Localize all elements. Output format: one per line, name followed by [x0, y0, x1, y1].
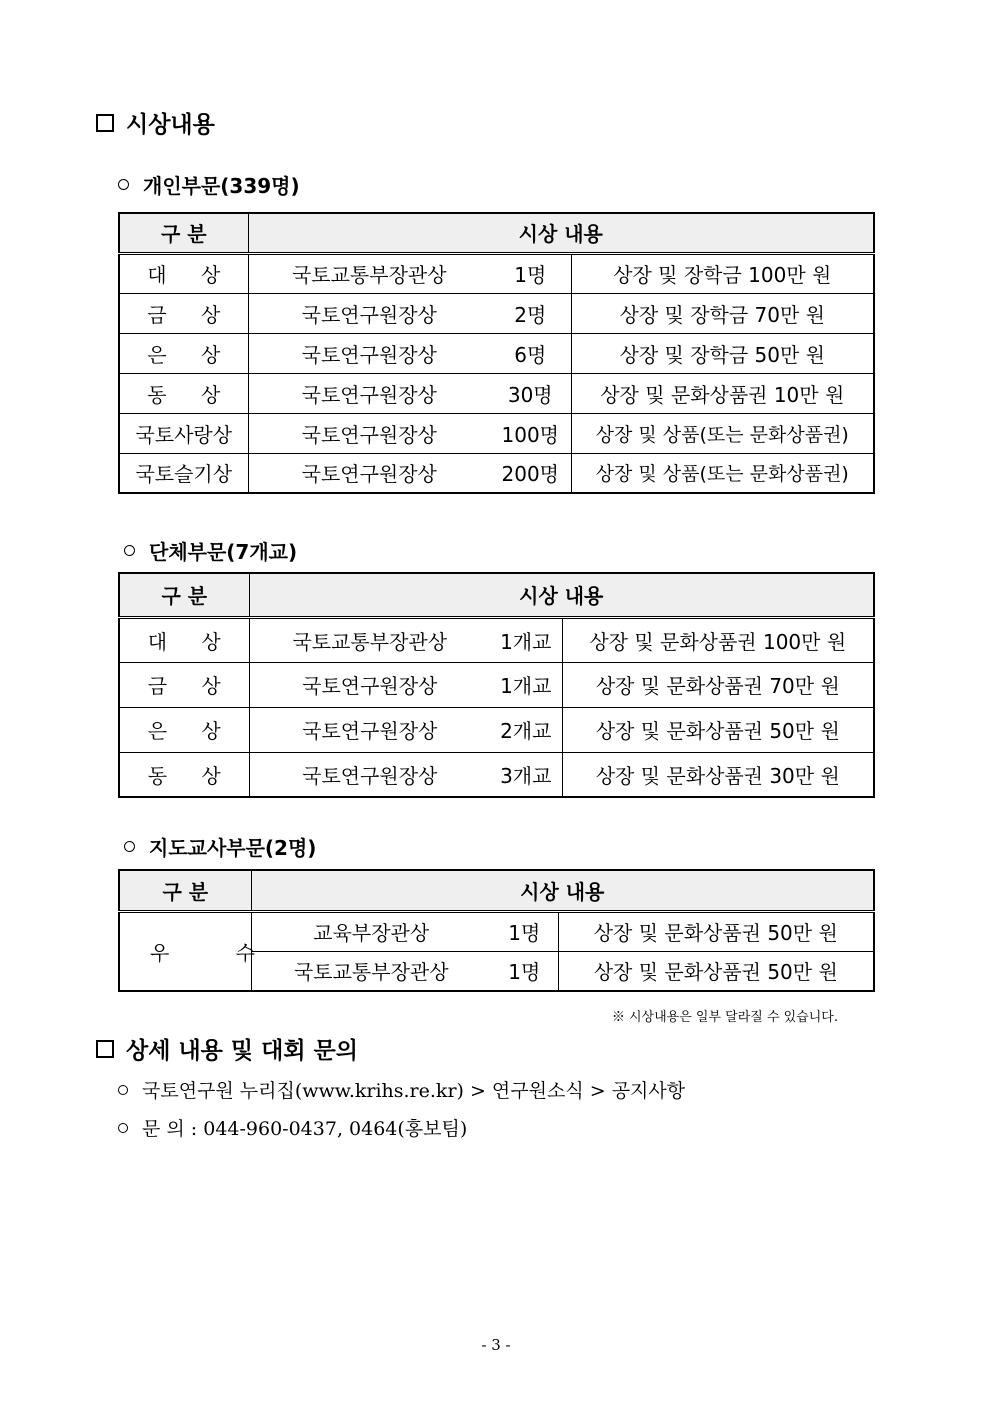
- award-count: 100명: [490, 413, 571, 453]
- award-prize: 상장 및 문화상품권 50만 원: [558, 911, 874, 951]
- contact-info: 문 의 : 044-960-0437, 0464(홍보팀): [142, 1118, 468, 1140]
- checkbox-square-icon: [96, 1040, 114, 1058]
- section-title: 시상내용: [126, 112, 215, 138]
- award-giver: 교육부장관상: [251, 911, 491, 951]
- header-content: 시상 내용: [248, 213, 874, 253]
- table-row: [119, 413, 874, 453]
- award-prize: 상장 및 문화상품권 70만 원: [562, 662, 874, 707]
- website-info: 국토연구원 누리집(www.krihs.re.kr) > 연구원소식 > 공지사항: [142, 1080, 686, 1102]
- table-row: [119, 293, 874, 333]
- award-giver: 국토연구원장상: [249, 662, 490, 707]
- award-name: 은 상: [119, 333, 248, 373]
- award-name: 금 상: [119, 662, 249, 707]
- page-number: - 3 -: [481, 1336, 511, 1354]
- award-prize: 상장 및 문화상품권 10만 원: [571, 373, 874, 413]
- table-row: [119, 333, 874, 373]
- section-heading-contact: [96, 1032, 358, 1065]
- table-row: [119, 453, 874, 493]
- award-giver: 국토교통부장관상: [251, 951, 491, 991]
- award-count: 6명: [490, 333, 571, 373]
- award-name: 금 상: [119, 293, 248, 333]
- footnote: ※ 시상내용은 일부 달라질 수 있습니다.: [611, 1010, 838, 1025]
- group-awards-table: [118, 572, 875, 798]
- award-prize: 상장 및 문화상품권 30만 원: [562, 752, 874, 797]
- award-count: 1명: [490, 253, 571, 293]
- table-header-row: [119, 573, 874, 617]
- award-giver: 국토연구원장상: [248, 413, 490, 453]
- award-count: 2명: [490, 293, 571, 333]
- award-name: 동 상: [119, 752, 249, 797]
- header-category: 구 분: [119, 870, 251, 911]
- subsection-heading-group: [124, 536, 297, 565]
- subsection-heading-teacher: [124, 832, 316, 861]
- subsection-heading-individual: [118, 170, 300, 199]
- table-row: [119, 662, 874, 707]
- award-prize: 상장 및 장학금 70만 원: [571, 293, 874, 333]
- award-name: 대 상: [119, 617, 249, 662]
- header-content: 시상 내용: [251, 870, 874, 911]
- circle-bullet-icon: [118, 179, 129, 190]
- award-prize: 상장 및 문화상품권 50만 원: [558, 951, 874, 991]
- award-giver: 국토교통부장관상: [249, 617, 490, 662]
- list-item: [118, 1114, 467, 1141]
- award-count: 1개교: [490, 617, 562, 662]
- table-row: [119, 752, 874, 797]
- table-header-row: [119, 213, 874, 253]
- circle-bullet-icon: [118, 1085, 128, 1095]
- table-row: [119, 707, 874, 752]
- award-count: 200명: [490, 453, 571, 493]
- award-name: 국토슬기상: [119, 453, 248, 493]
- subsection-title: 단체부문(7개교): [149, 540, 298, 564]
- award-giver: 국토연구원장상: [249, 752, 490, 797]
- award-giver: 국토연구원장상: [248, 373, 490, 413]
- award-prize: 상장 및 문화상품권 50만 원: [562, 707, 874, 752]
- circle-bullet-icon: [124, 841, 135, 852]
- table-row: [119, 617, 874, 662]
- checkbox-square-icon: [96, 114, 114, 132]
- award-name: 동 상: [119, 373, 248, 413]
- award-prize: 상장 및 상품(또는 문화상품권): [571, 413, 874, 453]
- award-prize: 상장 및 문화상품권 100만 원: [562, 617, 874, 662]
- award-prize: 상장 및 장학금 100만 원: [571, 253, 874, 293]
- header-content: 시상 내용: [249, 573, 874, 617]
- table-row: [119, 253, 874, 293]
- award-count: 30명: [490, 373, 571, 413]
- section-title: 상세 내용 및 대회 문의: [126, 1038, 358, 1064]
- table-row: [119, 373, 874, 413]
- award-count: 1명: [491, 911, 558, 951]
- individual-awards-table: [118, 212, 875, 494]
- award-name: 국토사랑상: [119, 413, 248, 453]
- award-prize: 상장 및 장학금 50만 원: [571, 333, 874, 373]
- subsection-title: 개인부문(339명): [143, 174, 300, 198]
- award-giver: 국토연구원장상: [248, 453, 490, 493]
- award-name: 대 상: [119, 253, 248, 293]
- award-giver: 국토연구원장상: [248, 293, 490, 333]
- list-item: [118, 1076, 685, 1103]
- award-count: 3개교: [490, 752, 562, 797]
- header-category: 구 분: [119, 573, 249, 617]
- award-count: 2개교: [490, 707, 562, 752]
- circle-bullet-icon: [124, 545, 135, 556]
- award-giver: 국토연구원장상: [248, 333, 490, 373]
- award-count: 1개교: [490, 662, 562, 707]
- award-count: 1명: [491, 951, 558, 991]
- award-name: 우 수: [119, 911, 251, 991]
- section-heading-awards: [96, 106, 215, 139]
- table-header-row: [119, 870, 874, 911]
- award-prize: 상장 및 상품(또는 문화상품권): [571, 453, 874, 493]
- teacher-awards-table: [118, 869, 875, 992]
- award-name: 은 상: [119, 707, 249, 752]
- award-giver: 국토교통부장관상: [248, 253, 490, 293]
- award-giver: 국토연구원장상: [249, 707, 490, 752]
- table-row: [119, 911, 874, 951]
- subsection-title: 지도교사부문(2명): [149, 836, 317, 860]
- circle-bullet-icon: [118, 1123, 128, 1133]
- header-category: 구 분: [119, 213, 248, 253]
